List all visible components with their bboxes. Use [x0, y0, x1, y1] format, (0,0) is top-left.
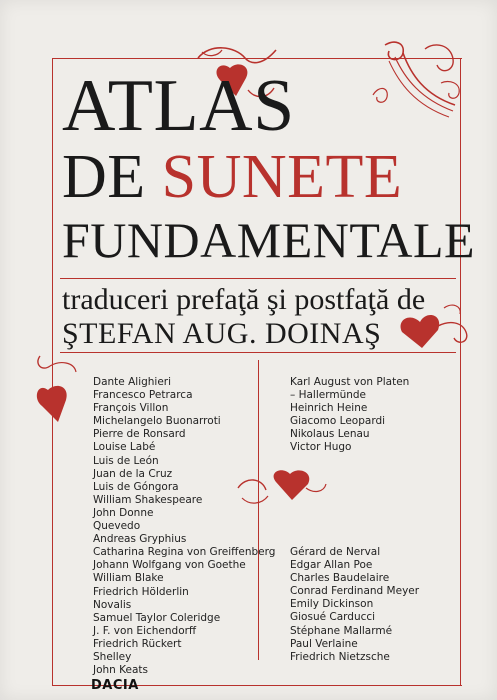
poet-name: John Keats [93, 664, 149, 677]
poet-name: Dante Alighieri [93, 376, 172, 388]
poet-name: Francesco Petrarca [93, 389, 193, 402]
poet-name: Karl August von Platen [290, 376, 410, 388]
title-line-2 [62, 144, 402, 210]
poet-name: Pierre de Ronsard [93, 428, 186, 441]
poet-name: Michelangelo Buonarroti [93, 415, 221, 428]
poet-name: Victor Hugo [290, 441, 352, 454]
poet-name: Friedrich Hölderlin [93, 585, 189, 598]
poet-name: Charles Baudelaire [290, 572, 390, 585]
poet-name: William Shakespeare [93, 493, 203, 506]
poet-name: Gérard de Nerval [290, 546, 381, 558]
title-line-3: FUNDAMENTALE [62, 212, 476, 268]
poet-name: Juan de la Cruz [93, 467, 173, 480]
title-line-1: ATLAS [62, 65, 295, 147]
poet-name: Luis de León [93, 454, 159, 467]
poet-name: Nikolaus Lenau [290, 428, 370, 441]
subtitle-translator-note: traduceri prefaţă şi postfaţă de [62, 283, 426, 316]
poet-name: Friedrich Nietzsche [290, 650, 390, 663]
poet-name: Giacomo Leopardi [290, 415, 386, 428]
poet-name: Louise Labé [93, 441, 156, 454]
title-line-2-prefix: DE [62, 143, 162, 211]
poet-name: Paul Verlaine [290, 637, 358, 650]
poet-name: Johann Wolfgang von Goethe [93, 559, 246, 572]
poet-name: Novalis [93, 598, 132, 611]
poet-name: Emily Dickinson [290, 598, 374, 611]
poet-name: William Blake [93, 572, 164, 585]
poet-name: Heinrich Heine [290, 402, 368, 415]
frame-right-line [460, 58, 461, 686]
poet-name: Edgar Allan Poe [290, 559, 373, 572]
poet-name: Stéphane Mallarmé [290, 624, 393, 637]
poet-list-right-bottom [290, 546, 419, 664]
poet-list-right-top [290, 376, 409, 455]
subtitle-translator-name: ŞTEFAN AUG. DOINAŞ [62, 317, 382, 350]
poet-name: François Villon [93, 402, 169, 415]
poet-list-left [93, 376, 275, 677]
poet-name: – Hallermünde [290, 389, 367, 402]
top-right-scroll-ornament-icon [365, 35, 475, 125]
poet-name: Friedrich Rückert [93, 637, 182, 650]
poet-name: Giosué Carducci [290, 611, 376, 624]
poet-name: Catharina Regina von Greiffenberg [93, 546, 276, 559]
poet-name: Andreas Gryphius [93, 533, 187, 546]
title-divider [60, 278, 456, 279]
title-line-2-accent: SUNETE [161, 143, 403, 211]
poet-name: Shelley [93, 650, 132, 663]
poet-name: Luis de Góngora [93, 480, 179, 493]
poet-name: Samuel Taylor Coleridge [93, 611, 221, 624]
left-heart-ornament-icon [30, 350, 90, 430]
poet-name: Conrad Ferdinand Meyer [290, 585, 420, 598]
poet-name: John Donne [93, 506, 154, 519]
poet-name: Quevedo [93, 520, 141, 533]
publisher-name: DACIA [91, 678, 139, 693]
poet-name: J. F. von Eichendorff [93, 624, 197, 637]
